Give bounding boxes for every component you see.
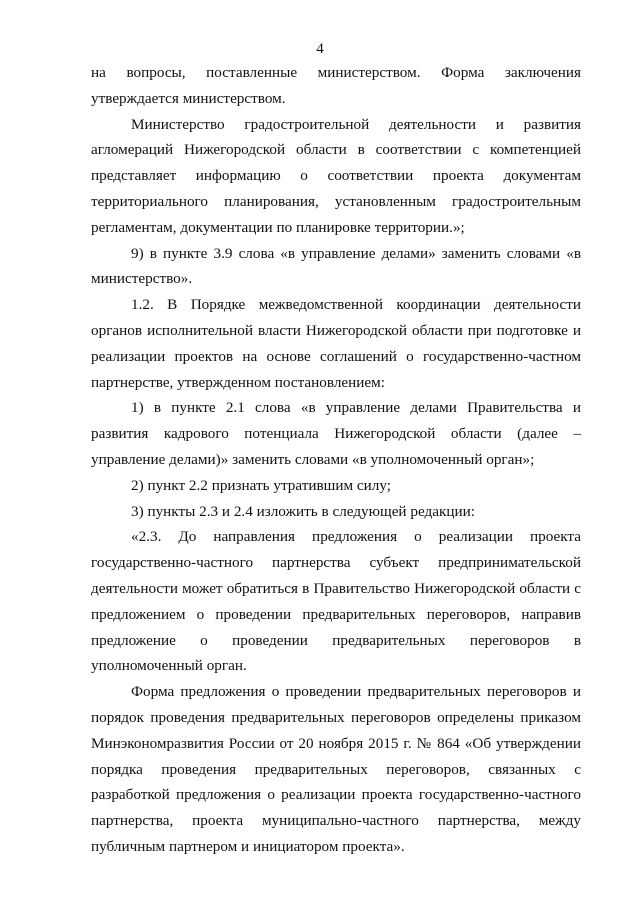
paragraph-item-3: 3) пункты 2.3 и 2.4 изложить в следующей редакции: <box>131 502 475 520</box>
page-number: 4 <box>316 41 324 57</box>
paragraph-section-1-2: 1.2. В Порядке межведомственной координации деятельности органов исполнительной власти Нижегородской области при подготовке и реализации проектов на основе соглашений о государственно-частном партнерстве, утвержденном постановлением: <box>91 296 581 391</box>
paragraph-proposal-form: Форма предложения о проведении предварительных переговоров и порядок проведения предварительных переговоров определены приказом Минэкономразвития России от 20 ноября 2015 г. № 864 «Об утверждении порядка проведения предварительных переговоров, связанных с разработкой предложения о реализации проекта государственно-частного партнерства, проекта муниципально-частного партнерства, между публичным партнером и инициатором проекта». <box>91 683 581 855</box>
paragraph-conclusion-form: на вопросы, поставленные министерством. Форма заключения утверждается министерством. <box>91 64 581 107</box>
paragraph-ministry-of-urban-planning: Министерство градостроительной деятельности и развития агломераций Нижегородской области в соответствии с компетенцией представляет информацию о соответствии проекта документам территориального планирования, установленным градостроительным регламентам, документации по планировке территории.»; <box>91 115 581 236</box>
paragraph-item-1: 1) в пункте 2.1 слова «в управление делами Правительства и развития кадрового потенциала Нижегородской области (далее – управление делами)» заменить словами «в уполномоченный орган»; <box>91 399 581 468</box>
document-body <box>91 60 581 860</box>
paragraph-item-2: 2) пункт 2.2 признать утратившим силу; <box>131 476 391 494</box>
paragraph-item-9: 9) в пункте 3.9 слова «в управление делами» заменить словами «в министерство». <box>91 244 581 288</box>
paragraph-clause-2-3: «2.3. До направления предложения о реализации проекта государственно-частного партнерства субъект предпринимательской деятельности может обратиться в Правительство Нижегородской области с предложением о проведении предварительных переговоров, направив предложение о проведении предварительных переговоров в уполномоченный орган. <box>91 528 581 675</box>
